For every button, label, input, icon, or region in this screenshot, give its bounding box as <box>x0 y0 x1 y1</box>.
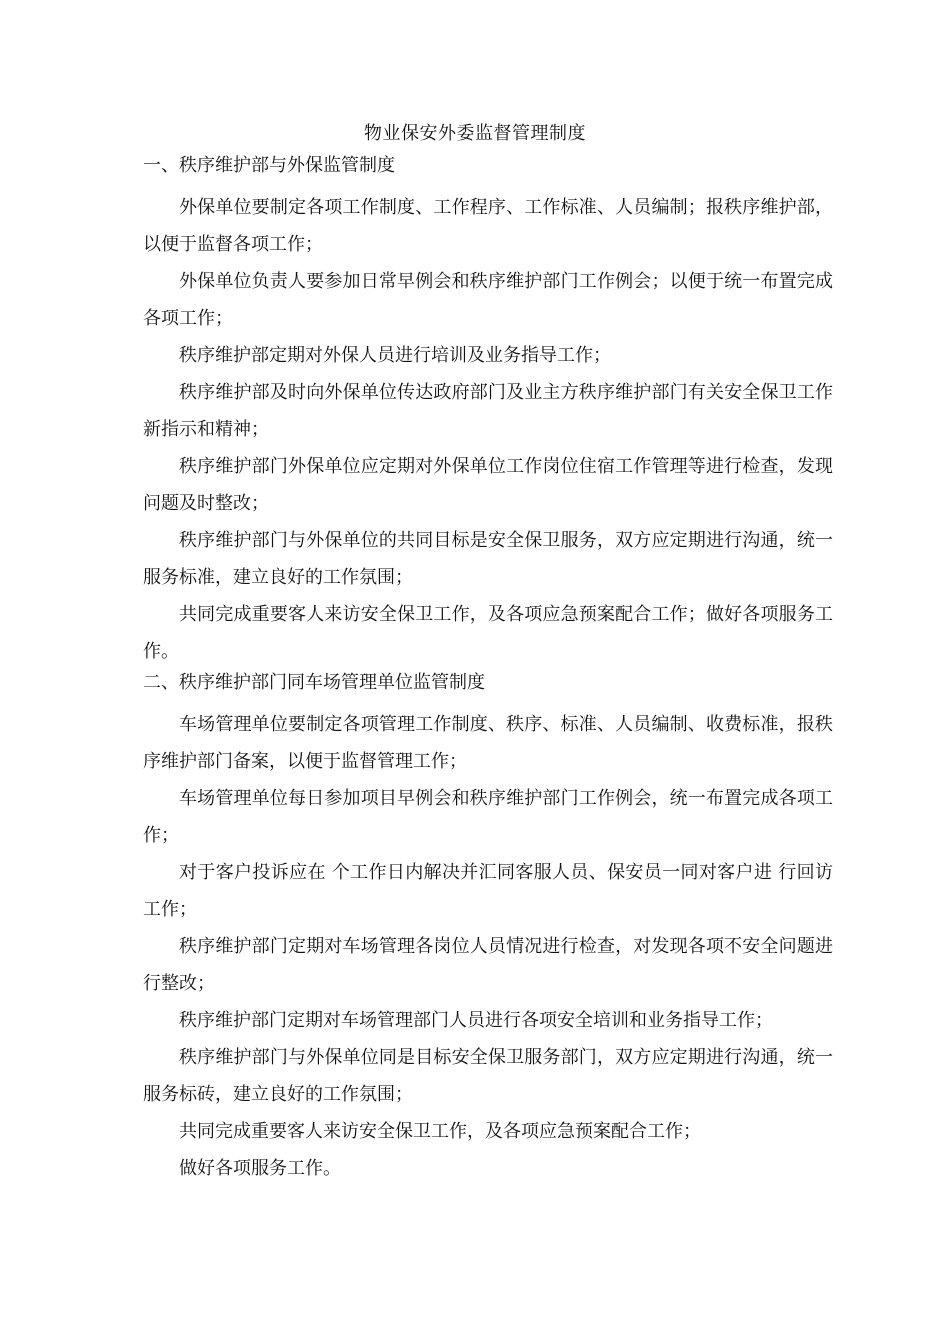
paragraph: 秩序维护部定期对外保人员进行培训及业务指导工作； <box>179 345 611 366</box>
paragraph: 秩序维护部门外保单位应定期对外保单位工作岗位住宿工作管理等进行检查，发现问题及时整改； <box>143 456 833 514</box>
section-heading-2: 二、秩序维护部门同车场管理单位监管制度 <box>143 672 485 693</box>
paragraph: 秩序维护部门定期对车场管理各岗位人员情况进行检查，对发现各项不安全问题进行整改； <box>143 936 833 994</box>
section-heading-1: 一、秩序维护部与外保监管制度 <box>143 155 395 176</box>
document-title: 物业保安外委监督管理制度 <box>364 123 586 144</box>
paragraph: 秩序维护部门定期对车场管理部门人员进行各项安全培训和业务指导工作； <box>179 1010 773 1031</box>
paragraph: 外保单位要制定各项工作制度、工作程序、工作标准、人员编制；报秩序维护部，以便于监督各项工作； <box>143 197 833 255</box>
paragraph: 秩序维护部及时向外保单位传达政府部门及业主方秩序维护部门有关安全保卫工作新指示和精神； <box>143 382 833 440</box>
paragraph: 共同完成重要客人来访安全保卫工作，及各项应急预案配合工作；做好各项服务工作。 <box>143 604 833 662</box>
paragraph: 对于客户投诉应在 个工作日内解决并汇同客服人员、保安员一同对客户进 行回访工作； <box>143 862 833 920</box>
paragraph: 做好各项服务工作。 <box>179 1158 341 1179</box>
paragraph: 秩序维护部门与外保单位同是目标安全保卫服务部门，双方应定期进行沟通，统一服务标砖，建立良好的工作氛围； <box>143 1047 833 1105</box>
paragraph: 车场管理单位要制定各项管理工作制度、秩序、标准、人员编制、收费标准，报秩序维护部门备案，以便于监督管理工作； <box>143 714 833 772</box>
paragraph: 共同完成重要客人来访安全保卫工作，及各项应急预案配合工作； <box>179 1121 701 1142</box>
paragraph: 车场管理单位每日参加项目早例会和秩序维护部门工作例会，统一布置完成各项工作； <box>143 788 833 846</box>
paragraph: 外保单位负责人要参加日常早例会和秩序维护部门工作例会；以便于统一布置完成各项工作； <box>143 271 833 329</box>
document-body <box>143 153 833 1187</box>
paragraph: 秩序维护部门与外保单位的共同目标是安全保卫服务，双方应定期进行沟通，统一服务标准，建立良好的工作氛围； <box>143 530 833 588</box>
